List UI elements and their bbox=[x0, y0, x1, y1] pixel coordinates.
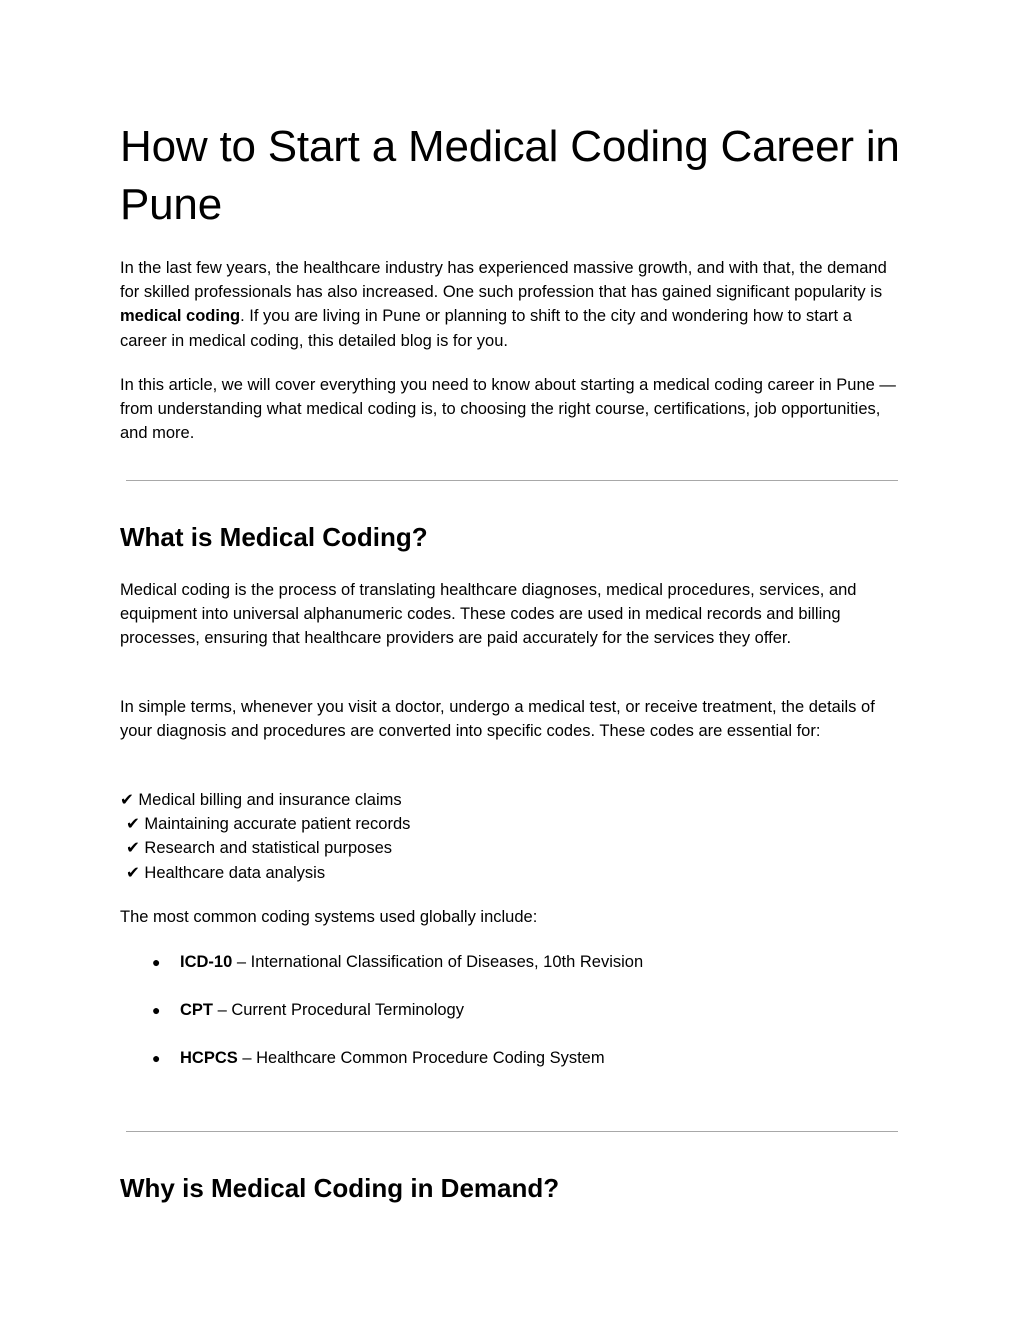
checklist-item: ✔ Research and statistical purposes bbox=[126, 839, 393, 858]
section1-paragraph-3: The most common coding systems used globally include: bbox=[120, 908, 538, 926]
checklist-item: ✔ Maintaining accurate patient records bbox=[126, 815, 411, 834]
system-code: HCPCS bbox=[180, 1049, 238, 1067]
list-item bbox=[152, 1046, 605, 1070]
intro-text-after: . If you are living in Pune or planning to shift to the city and wondering how to start a career in medical coding, this detailed blog is for you. bbox=[120, 307, 852, 350]
system-description: – International Classification of Diseases, 10th Revision bbox=[232, 953, 644, 971]
list-item bbox=[152, 950, 643, 974]
section1-paragraph-1: Medical coding is the process of translating healthcare diagnoses, medical procedures, services, and equipment into universal alphanumeric codes. These codes are used in medical records and billing processes, ensuring that healthcare providers are paid accurately for the services they offer. bbox=[120, 581, 857, 648]
bullet-icon: ● bbox=[152, 1002, 161, 1018]
checklist-item: ✔ Healthcare data analysis bbox=[126, 863, 326, 882]
page-title: How to Start a Medical Coding Career in Pune bbox=[120, 122, 900, 229]
intro-paragraph-2: In this article, we will cover everything you need to know about starting a medical coding career in Pune — from understanding what medical coding is, to choosing the right course, certifications, job opportunities, and more. bbox=[120, 376, 896, 443]
system-description: – Healthcare Common Procedure Coding System bbox=[237, 1049, 605, 1067]
bullet-icon: ● bbox=[152, 1050, 161, 1066]
section-heading-what-is-medical-coding: What is Medical Coding? bbox=[120, 522, 428, 552]
section-heading-why-in-demand: Why is Medical Coding in Demand? bbox=[120, 1173, 560, 1203]
intro-text-before: In the last few years, the healthcare industry has experienced massive growth, and with that, the demand for skilled professionals has also increased. One such profession that has gained significant popularity is bbox=[120, 259, 887, 302]
intro-bold-term: medical coding bbox=[120, 307, 241, 326]
list-item bbox=[152, 998, 464, 1022]
system-code: ICD-10 bbox=[180, 953, 233, 971]
bullet-icon: ● bbox=[152, 954, 161, 970]
divider-1 bbox=[126, 480, 898, 481]
intro-paragraph-1 bbox=[120, 256, 902, 353]
section1-paragraph-2: In simple terms, whenever you visit a doctor, undergo a medical test, or receive treatment, the details of your diagnosis and procedures are converted into specific codes. These codes are essential for: bbox=[120, 698, 875, 741]
system-description: – Current Procedural Terminology bbox=[213, 1001, 464, 1019]
checklist bbox=[120, 788, 410, 885]
system-code: CPT bbox=[180, 1001, 213, 1019]
checklist-item: ✔ Medical billing and insurance claims bbox=[120, 791, 402, 809]
divider-2 bbox=[126, 1131, 898, 1132]
